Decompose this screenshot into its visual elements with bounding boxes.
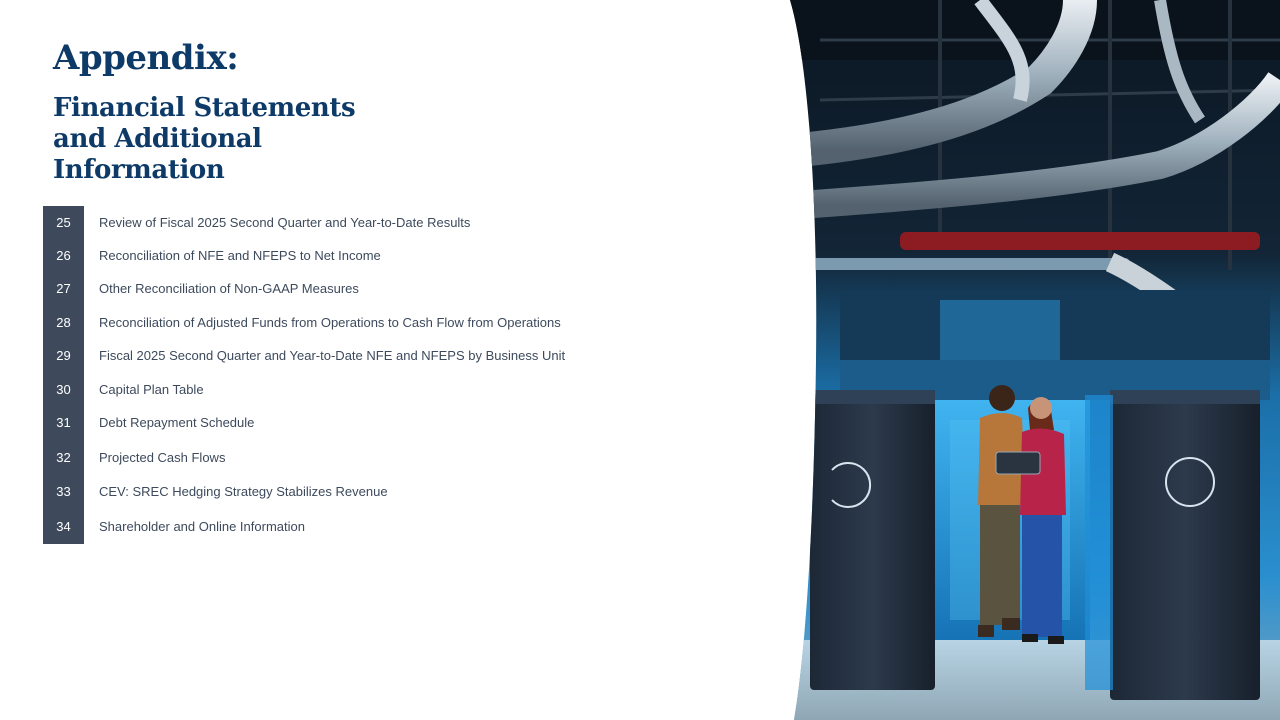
toc-page-number: 33 xyxy=(56,484,71,499)
toc-item-label: Projected Cash Flows xyxy=(99,450,226,465)
subtitle-line-3: Information xyxy=(53,155,225,185)
toc-item[interactable] xyxy=(43,510,643,543)
toc-page-number: 27 xyxy=(56,281,71,296)
toc-item[interactable] xyxy=(43,306,643,339)
toc-page-number: 29 xyxy=(56,348,71,363)
subtitle-line-2: and Additional xyxy=(53,124,262,154)
server-room-photo xyxy=(780,0,1280,720)
toc-page-number: 26 xyxy=(56,248,71,263)
toc-item-label: Capital Plan Table xyxy=(99,382,204,397)
page-subtitle xyxy=(53,93,383,186)
toc-item[interactable] xyxy=(43,373,643,406)
toc-item[interactable] xyxy=(43,339,643,372)
toc-item[interactable] xyxy=(43,272,643,305)
toc-item-label: Reconciliation of NFE and NFEPS to Net Income xyxy=(99,248,381,263)
toc-page-number: 25 xyxy=(56,215,71,230)
toc-item[interactable] xyxy=(43,441,643,474)
page-title: Appendix: xyxy=(53,38,239,78)
toc-item-label: CEV: SREC Hedging Strategy Stabilizes Revenue xyxy=(99,484,388,499)
toc-item[interactable] xyxy=(43,206,643,239)
toc-page-number: 34 xyxy=(56,519,71,534)
toc-item-label: Other Reconciliation of Non-GAAP Measures xyxy=(99,281,359,296)
toc-item[interactable] xyxy=(43,406,643,439)
toc-item[interactable] xyxy=(43,475,643,508)
toc-item[interactable] xyxy=(43,239,643,272)
toc-page-number: 32 xyxy=(56,450,71,465)
toc-page-number: 30 xyxy=(56,382,71,397)
toc-item-label: Shareholder and Online Information xyxy=(99,519,305,534)
toc-item-label: Review of Fiscal 2025 Second Quarter and Year-to-Date Results xyxy=(99,215,471,230)
toc-item-label: Reconciliation of Adjusted Funds from Operations to Cash Flow from Operations xyxy=(99,315,561,330)
toc-page-number: 31 xyxy=(56,415,71,430)
toc-item-label: Fiscal 2025 Second Quarter and Year-to-Date NFE and NFEPS by Business Unit xyxy=(99,348,566,363)
subtitle-line-1: Financial Statements xyxy=(53,93,356,123)
toc-item-label: Debt Repayment Schedule xyxy=(99,415,255,430)
toc-page-number: 28 xyxy=(56,315,71,330)
